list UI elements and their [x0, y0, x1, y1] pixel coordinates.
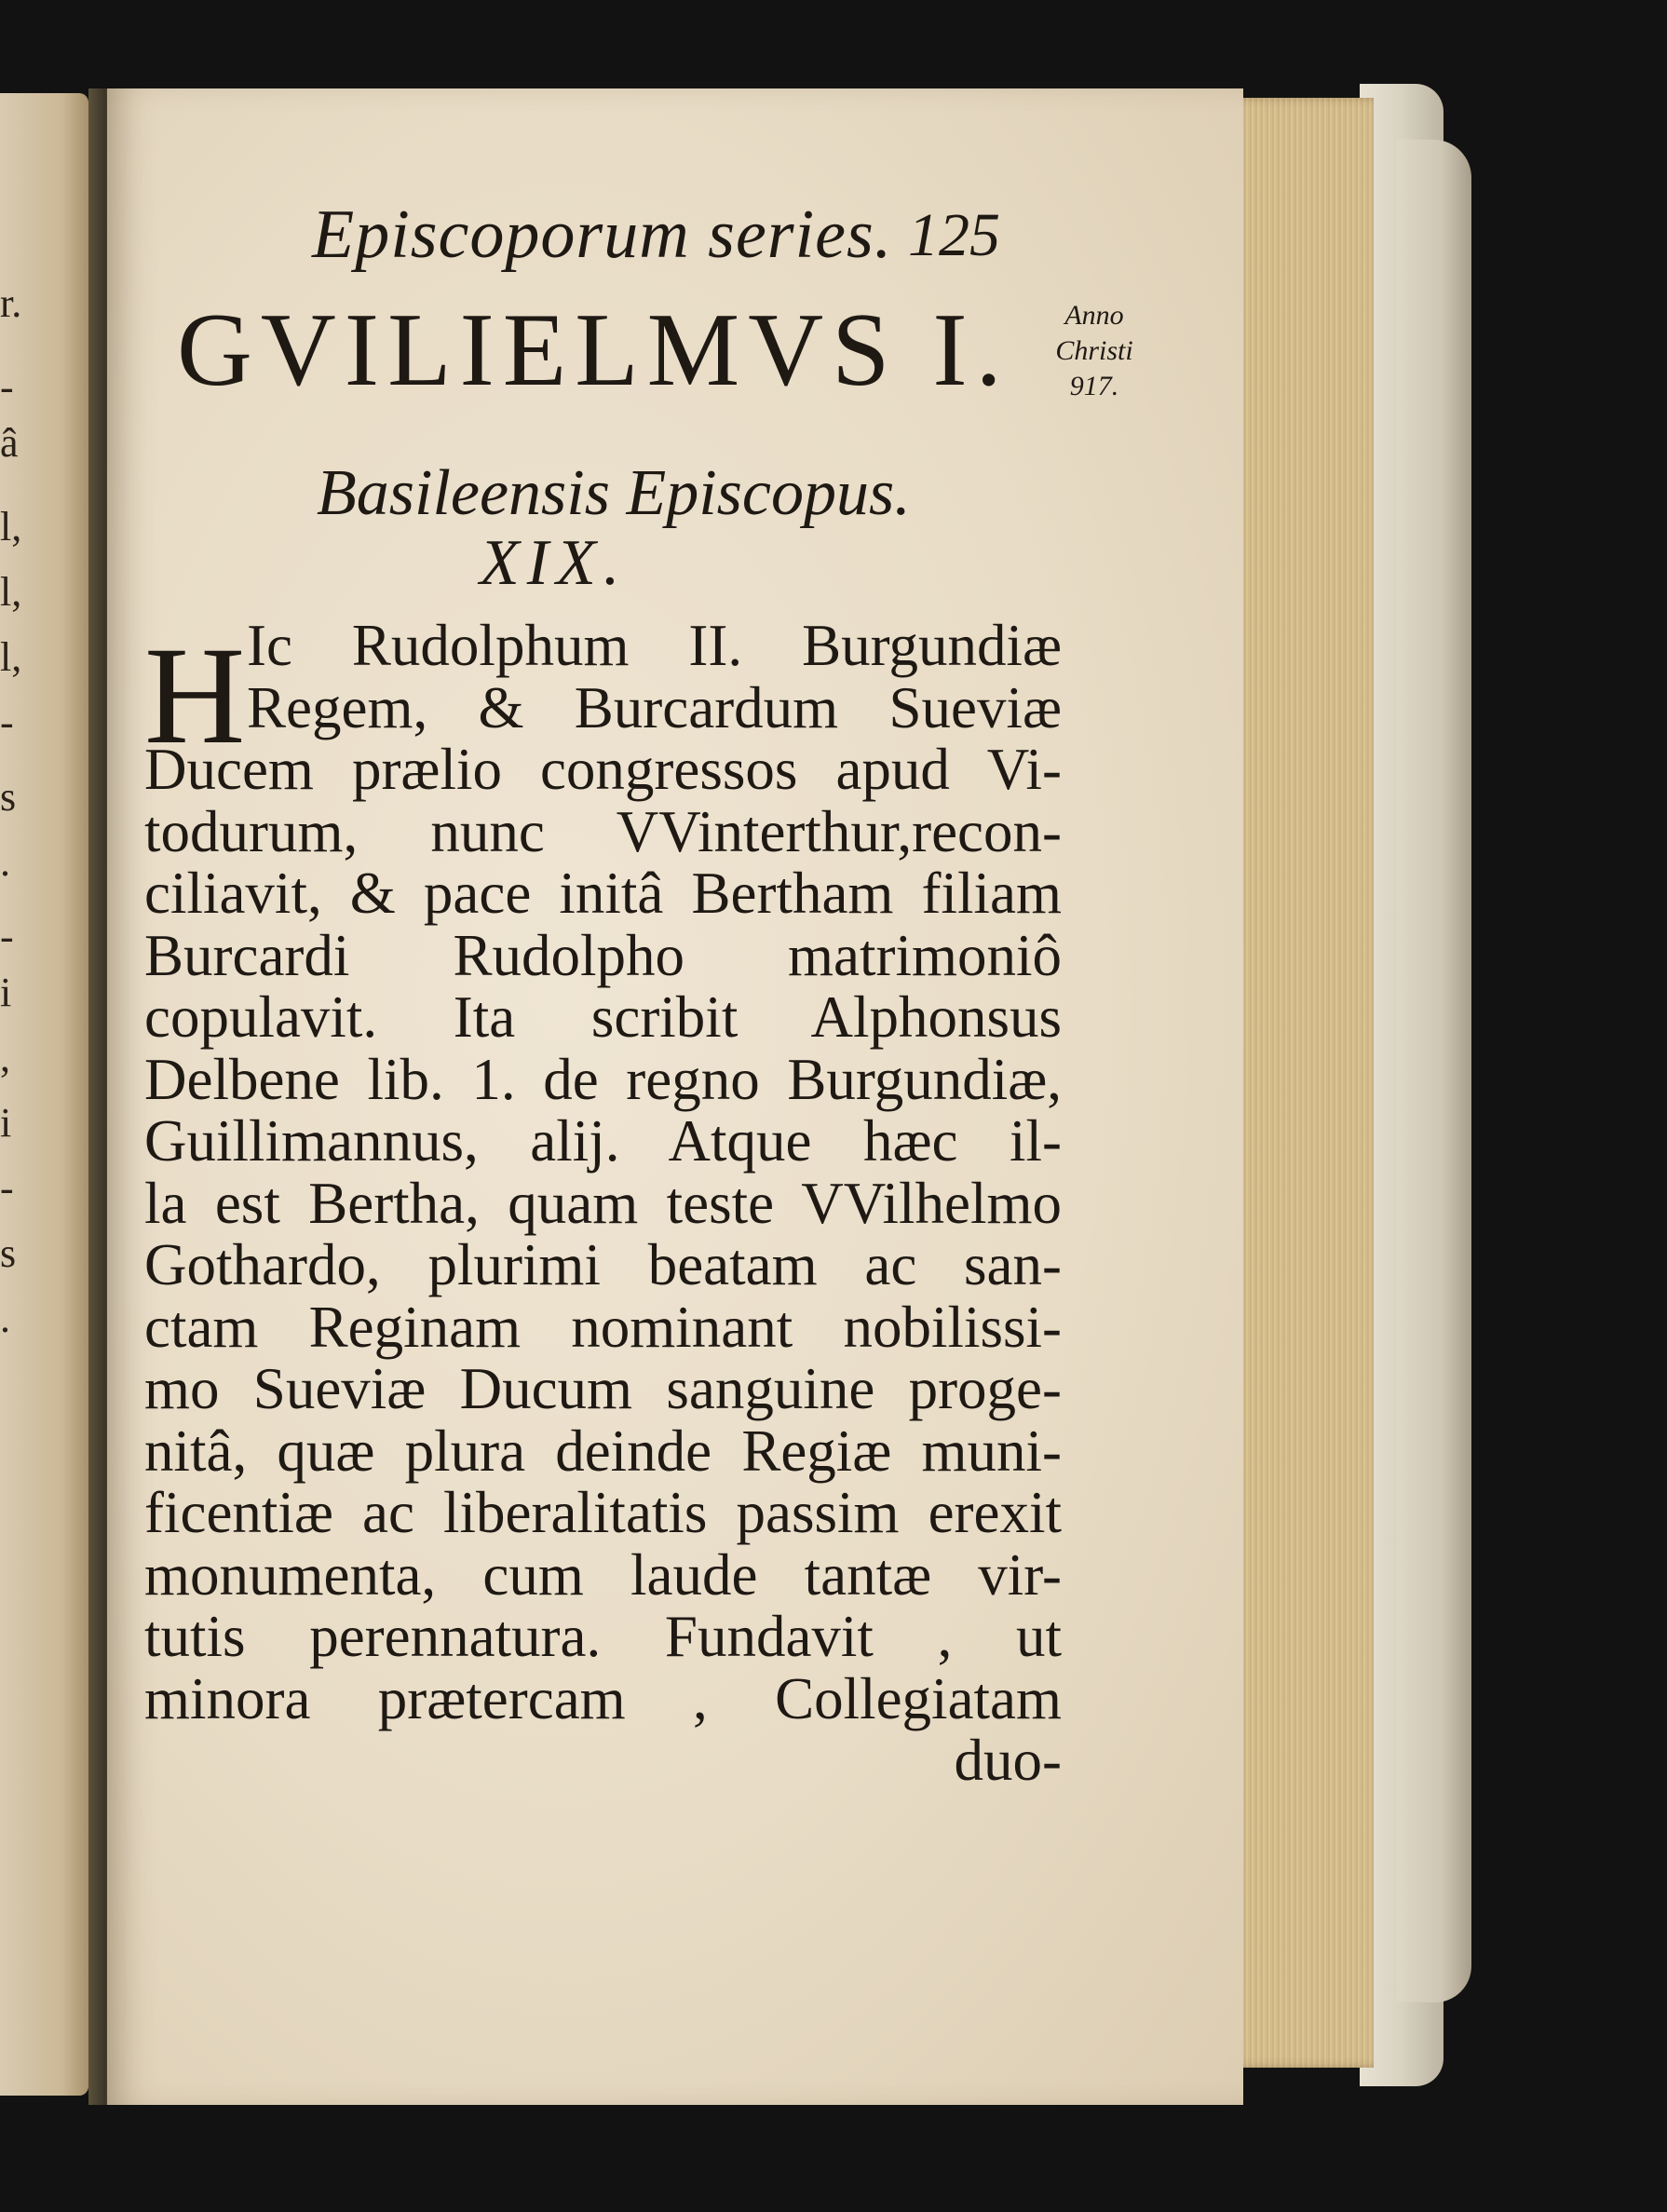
text-line: Regem, & Burcardum Sueviæ	[247, 674, 1062, 740]
left-page-edge	[0, 93, 88, 2096]
entry-subtitle: Basileensis Episcopus.	[317, 457, 911, 529]
vellum-flap	[1397, 139, 1471, 2002]
text-line: Ic Rudolphum II. Burgundiæ	[247, 613, 1062, 678]
text-line: monumenta, cum laude tantæ vir-	[144, 1541, 1062, 1608]
left-page-fragment: i	[0, 970, 12, 1015]
drop-capital: H	[144, 618, 246, 773]
left-page-fragment: .	[0, 1296, 10, 1341]
left-page-fragment: r.	[0, 280, 22, 326]
text-line: nitâ, quæ plura deinde Regiæ muni-	[144, 1418, 1062, 1484]
left-page-fragment: l,	[0, 634, 22, 680]
catchword: duo-	[954, 1728, 1062, 1793]
text-line: mo Sueviæ Ducum sanguine proge-	[144, 1356, 1062, 1421]
left-page-fragment: s	[0, 774, 17, 820]
text-line: todurum, nunc VVinterthur,recon-	[144, 798, 1062, 864]
left-page-fragment: -	[0, 914, 14, 959]
text-line: Delbene lib. 1. de regno Burgundiæ,	[144, 1046, 1062, 1112]
margin-note-line: 917.	[1069, 371, 1119, 401]
text-line: Guillimannus, alij. Atque hæc il-	[144, 1108, 1062, 1174]
left-page-fragment: -	[0, 1165, 14, 1211]
left-page-fragment: .	[0, 839, 10, 885]
left-page-fragment: l,	[0, 504, 22, 550]
left-page-fragment: -	[0, 699, 14, 745]
entry-title: GVILIELMVS I.	[177, 292, 1010, 408]
margin-note-line: Anno	[1064, 300, 1124, 331]
left-page-fragment: â	[0, 420, 19, 466]
left-page-fragment: l,	[0, 569, 22, 615]
left-page-fragment: ,	[0, 1035, 10, 1080]
text-line: copulavit. Ita scribit Alphonsus	[144, 984, 1062, 1050]
body-text	[144, 615, 1062, 1792]
margin-note-line: Christi	[1055, 335, 1133, 366]
entry-number: XIX.	[480, 527, 628, 599]
text-line: ciliavit, & pace initâ Bertham filiam	[144, 861, 1062, 926]
text-line: Gothardo, plurimi beatam ac san-	[144, 1232, 1062, 1297]
left-page-fragment: -	[0, 364, 14, 410]
text-line: Burcardi Rudolpho matrimoniô	[144, 922, 1062, 988]
margin-note	[1029, 298, 1159, 404]
text-line: ficentiæ ac liberalitatis passim erexit	[144, 1480, 1062, 1545]
text-line: la est Bertha, quam teste VVilhelmo	[144, 1170, 1062, 1236]
text-line: tutis perennatura. Fundavit , ut	[144, 1604, 1062, 1669]
text-line: ctam Reginam nominant nobilissi-	[144, 1294, 1062, 1360]
text-line: Ducem prælio congressos apud Vi-	[144, 737, 1062, 802]
left-page-fragment: i	[0, 1100, 12, 1146]
page-number: 125	[908, 201, 1000, 269]
running-head: Episcoporum series.	[312, 197, 893, 273]
left-page-fragment: s	[0, 1230, 17, 1276]
text-line: minora prætercam , Collegiatam	[144, 1665, 1062, 1731]
